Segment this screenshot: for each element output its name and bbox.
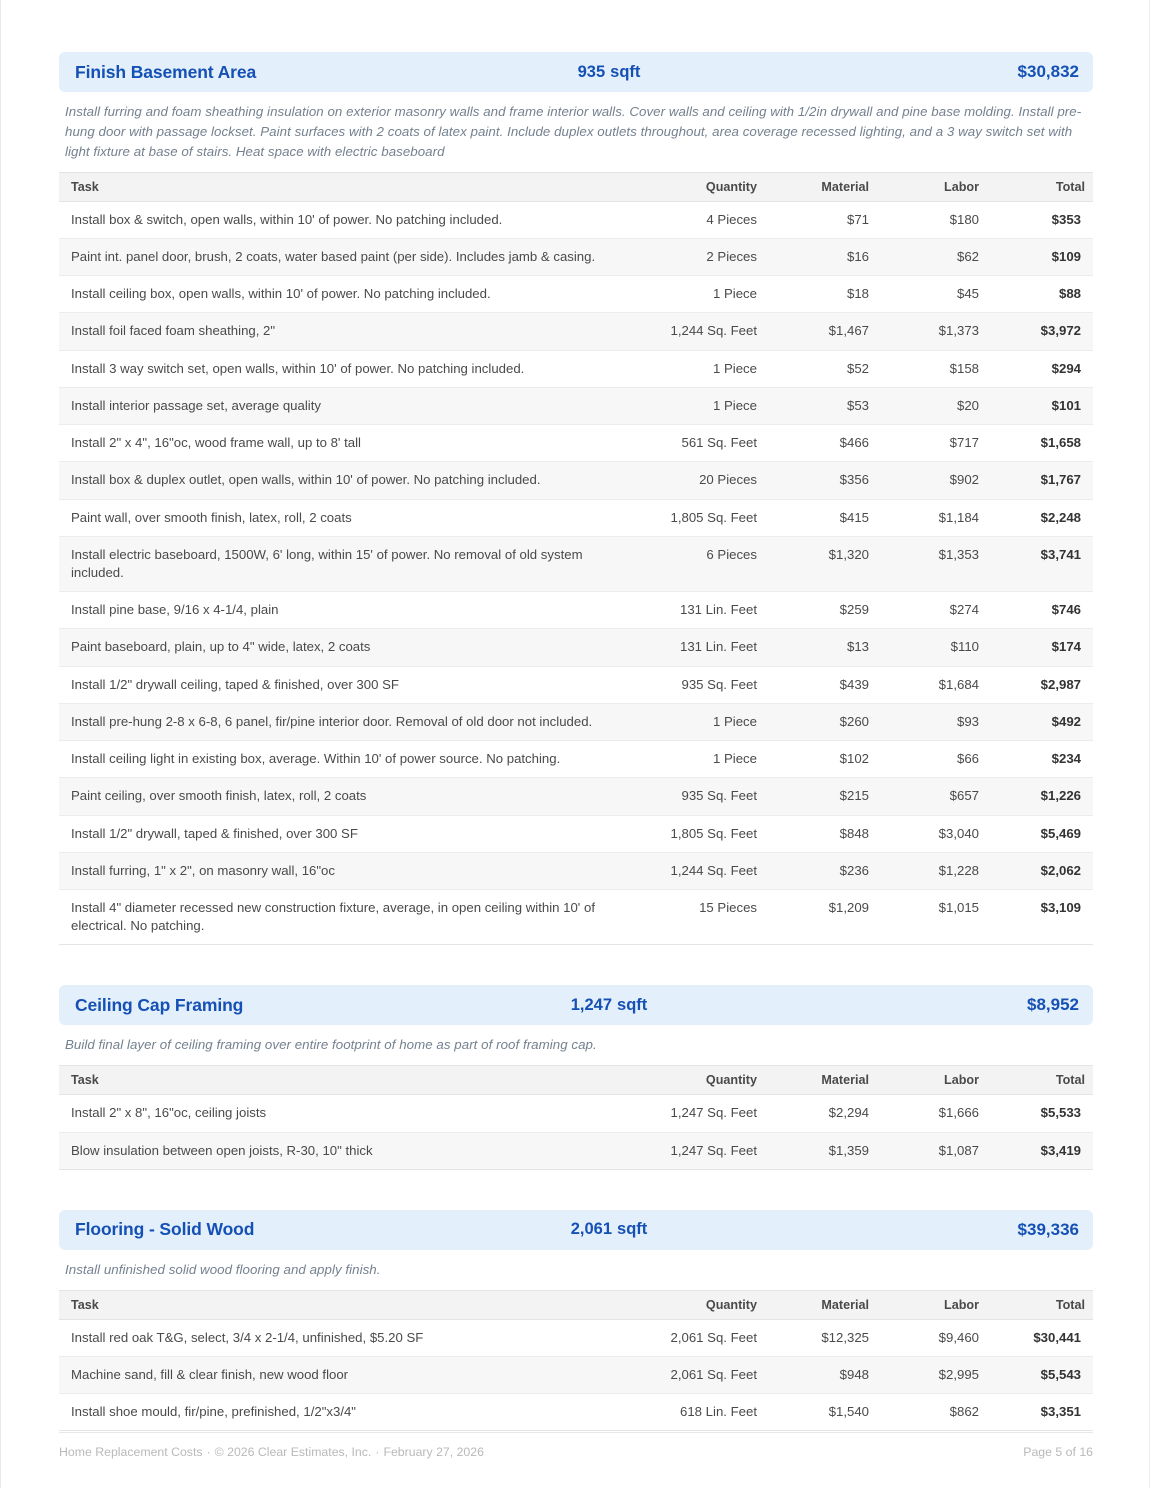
cell-quantity: 1,247 Sq. Feet [637,1132,765,1169]
page-content [59,52,1093,1463]
cell-material: $948 [765,1356,877,1393]
cell-quantity: 2 Pieces [637,239,765,276]
cell-total: $3,351 [987,1394,1093,1431]
table-row [59,536,1093,591]
cell-material: $13 [765,629,877,666]
table-row [59,778,1093,815]
cell-quantity: 131 Lin. Feet [637,629,765,666]
table-row [59,350,1093,387]
cell-labor: $110 [877,629,987,666]
column-header-material: Material [765,172,877,201]
cell-total: $746 [987,592,1093,629]
section-area-value: 935 [577,62,606,81]
cell-task: Install 3 way switch set, open walls, within 10' of power. No patching included. [59,350,637,387]
cell-total: $2,987 [987,666,1093,703]
section-title: Flooring - Solid Wood [75,1219,255,1240]
footer-date: February 27, 2026 [383,1445,484,1459]
cell-total: $2,248 [987,499,1093,536]
cell-quantity: 618 Lin. Feet [637,1394,765,1431]
estimate-section [59,52,1093,945]
cell-quantity: 1 Piece [637,387,765,424]
cell-labor: $66 [877,741,987,778]
cell-labor: $717 [877,425,987,462]
column-header-labor: Labor [877,1066,987,1095]
cell-task: Machine sand, fill & clear finish, new wood floor [59,1356,637,1393]
cell-material: $52 [765,350,877,387]
cell-labor: $1,373 [877,313,987,350]
table-row [59,629,1093,666]
table-row [59,1319,1093,1356]
estimate-section [59,1210,1093,1432]
cell-total: $3,972 [987,313,1093,350]
task-table [59,1290,1093,1432]
cell-quantity: 2,061 Sq. Feet [637,1319,765,1356]
cell-labor: $3,040 [877,815,987,852]
column-header-quantity: Quantity [637,172,765,201]
cell-quantity: 935 Sq. Feet [637,778,765,815]
column-header-task: Task [59,172,637,201]
cell-quantity: 2,061 Sq. Feet [637,1356,765,1393]
cell-labor: $657 [877,778,987,815]
table-row [59,462,1093,499]
column-header-total: Total [987,1066,1093,1095]
table-header-row [59,1290,1093,1319]
cell-task: Install 2" x 8", 16"oc, ceiling joists [59,1095,637,1132]
section-title: Ceiling Cap Framing [75,994,244,1015]
table-row [59,239,1093,276]
section-area-unit: sqft [617,995,648,1014]
cell-total: $5,469 [987,815,1093,852]
cell-labor: $2,995 [877,1356,987,1393]
cell-total: $88 [987,276,1093,313]
section-area-value: 1,247 [570,995,613,1014]
cell-labor: $274 [877,592,987,629]
cell-material: $848 [765,815,877,852]
cell-material: $53 [765,387,877,424]
section-header [59,1210,1093,1250]
cell-task: Install shoe mould, fir/pine, prefinished, 1/2"x3/4" [59,1394,637,1431]
cell-material: $259 [765,592,877,629]
cell-material: $356 [765,462,877,499]
table-row [59,815,1093,852]
estimate-section [59,985,1093,1169]
cell-labor: $93 [877,703,987,740]
cell-labor: $1,666 [877,1095,987,1132]
cell-material: $466 [765,425,877,462]
section-description: Build final layer of ceiling framing over entire footprint of home as part of roof framing cap. [65,1037,597,1053]
cell-material: $415 [765,499,877,536]
cell-quantity: 561 Sq. Feet [637,425,765,462]
column-header-task: Task [59,1066,637,1095]
cell-quantity: 1 Piece [637,350,765,387]
cell-material: $16 [765,239,877,276]
column-header-task: Task [59,1290,637,1319]
table-row [59,889,1093,944]
table-row [59,592,1093,629]
cell-total: $109 [987,239,1093,276]
table-row [59,387,1093,424]
cell-task: Install ceiling light in existing box, average. Within 10' of power source. No patching. [59,741,637,778]
section-total: $39,336 [1017,1219,1079,1239]
table-row [59,201,1093,238]
cell-labor: $9,460 [877,1319,987,1356]
cell-task: Install 4" diameter recessed new construction fixture, average, in open ceiling within 10' of electrical. No patching. [59,889,637,944]
cell-material: $102 [765,741,877,778]
cell-total: $101 [987,387,1093,424]
cell-total: $1,226 [987,778,1093,815]
cell-task: Install interior passage set, average quality [59,387,637,424]
footer-left [59,1445,484,1459]
footer-document-title: Home Replacement Costs [59,1445,203,1459]
table-row [59,313,1093,350]
table-row [59,741,1093,778]
cell-quantity: 1,805 Sq. Feet [637,499,765,536]
column-header-material: Material [765,1290,877,1319]
task-table [59,1065,1093,1169]
cell-labor: $1,228 [877,852,987,889]
table-row [59,425,1093,462]
cell-labor: $62 [877,239,987,276]
section-header [59,52,1093,92]
section-description: Install unfinished solid wood flooring and apply finish. [65,1261,381,1277]
cell-total: $30,441 [987,1319,1093,1356]
cell-labor: $1,087 [877,1132,987,1169]
cell-task: Paint int. panel door, brush, 2 coats, water based paint (per side). Includes jamb & casing. [59,239,637,276]
section-title: Finish Basement Area [75,61,257,82]
table-row [59,276,1093,313]
cell-material: $260 [765,703,877,740]
table-row [59,703,1093,740]
cell-labor: $862 [877,1394,987,1431]
table-row [59,1394,1093,1431]
cell-material: $215 [765,778,877,815]
cell-quantity: 1,805 Sq. Feet [637,815,765,852]
cell-material: $1,359 [765,1132,877,1169]
cell-quantity: 6 Pieces [637,536,765,591]
column-header-total: Total [987,1290,1093,1319]
table-row [59,1132,1093,1169]
cell-quantity: 1 Piece [637,276,765,313]
section-total: $8,952 [1027,995,1079,1015]
cell-quantity: 4 Pieces [637,201,765,238]
cell-total: $294 [987,350,1093,387]
cell-quantity: 20 Pieces [637,462,765,499]
cell-material: $1,540 [765,1394,877,1431]
table-row [59,499,1093,536]
cell-labor: $1,353 [877,536,987,591]
cell-task: Install electric baseboard, 1500W, 6' long, within 15' of power. No removal of old system included. [59,536,637,591]
cell-task: Install pre-hung 2-8 x 6-8, 6 panel, fir/pine interior door. Removal of old door not included. [59,703,637,740]
cell-total: $2,062 [987,852,1093,889]
cell-quantity: 1 Piece [637,741,765,778]
cell-total: $3,741 [987,536,1093,591]
column-header-labor: Labor [877,1290,987,1319]
cell-total: $353 [987,201,1093,238]
table-row [59,1095,1093,1132]
cell-total: $1,658 [987,425,1093,462]
table-row [59,852,1093,889]
cell-material: $1,320 [765,536,877,591]
cell-total: $234 [987,741,1093,778]
cell-material: $71 [765,201,877,238]
column-header-quantity: Quantity [637,1066,765,1095]
cell-labor: $1,684 [877,666,987,703]
section-area-unit: sqft [617,1220,648,1239]
table-row [59,666,1093,703]
cell-total: $492 [987,703,1093,740]
cell-task: Install 1/2" drywall, taped & finished, over 300 SF [59,815,637,852]
cell-total: $5,543 [987,1356,1093,1393]
cell-task: Paint ceiling, over smooth finish, latex, roll, 2 coats [59,778,637,815]
section-area-unit: sqft [610,62,641,81]
cell-total: $1,767 [987,462,1093,499]
column-header-labor: Labor [877,172,987,201]
cell-total: $3,419 [987,1132,1093,1169]
cell-quantity: 1 Piece [637,703,765,740]
section-total: $30,832 [1017,62,1079,81]
cell-quantity: 1,244 Sq. Feet [637,852,765,889]
cell-material: $12,325 [765,1319,877,1356]
cell-task: Install furring, 1" x 2", on masonry wall, 16"oc [59,852,637,889]
cell-labor: $180 [877,201,987,238]
table-header-row [59,1066,1093,1095]
cell-material: $2,294 [765,1095,877,1132]
page-footer [59,1432,1093,1459]
table-row [59,1356,1093,1393]
cell-task: Install box & duplex outlet, open walls, within 10' of power. No patching included. [59,462,637,499]
cell-labor: $902 [877,462,987,499]
column-header-material: Material [765,1066,877,1095]
section-description: Install furring and foam sheathing insulation on exterior masonry walls and frame interior walls. Cover walls and ceiling with 1/2in drywall and pine base molding. Install pre-hung door with passage lockset. Paint surfaces with 2 coats of latex paint. Include duplex outlets throughout, area coverage recessed lighting, and a 3 way switch set with light fixture at base of stairs. Heat space with electric baseboard [65,104,1082,159]
cell-labor: $158 [877,350,987,387]
cell-quantity: 935 Sq. Feet [637,666,765,703]
cell-task: Paint wall, over smooth finish, latex, roll, 2 coats [59,499,637,536]
cell-task: Install ceiling box, open walls, within 10' of power. No patching included. [59,276,637,313]
footer-separator-2: · [375,1445,380,1459]
cell-material: $1,467 [765,313,877,350]
cell-material: $439 [765,666,877,703]
cell-task: Install 1/2" drywall ceiling, taped & finished, over 300 SF [59,666,637,703]
footer-separator-1: · [206,1445,211,1459]
cell-labor: $20 [877,387,987,424]
cell-quantity: 1,247 Sq. Feet [637,1095,765,1132]
cell-material: $18 [765,276,877,313]
cell-task: Install pine base, 9/16 x 4-1/4, plain [59,592,637,629]
cell-labor: $1,015 [877,889,987,944]
column-header-quantity: Quantity [637,1290,765,1319]
cell-task: Install 2" x 4", 16"oc, wood frame wall, up to 8' tall [59,425,637,462]
cell-task: Install red oak T&G, select, 3/4 x 2-1/4, unfinished, $5.20 SF [59,1319,637,1356]
section-area-value: 2,061 [570,1220,613,1239]
cell-total: $174 [987,629,1093,666]
column-header-total: Total [987,172,1093,201]
cell-task: Install box & switch, open walls, within 10' of power. No patching included. [59,201,637,238]
cell-material: $236 [765,852,877,889]
task-table [59,172,1093,946]
cell-task: Install foil faced foam sheathing, 2" [59,313,637,350]
sections-container [59,52,1093,1431]
cell-quantity: 1,244 Sq. Feet [637,313,765,350]
cell-total: $5,533 [987,1095,1093,1132]
cell-quantity: 131 Lin. Feet [637,592,765,629]
cell-task: Paint baseboard, plain, up to 4" wide, latex, 2 coats [59,629,637,666]
table-header-row [59,172,1093,201]
footer-copyright: © 2026 Clear Estimates, Inc. [214,1445,372,1459]
footer-page-number: Page 5 of 16 [1023,1445,1093,1459]
cell-material: $1,209 [765,889,877,944]
cell-task: Blow insulation between open joists, R-30, 10" thick [59,1132,637,1169]
cell-labor: $45 [877,276,987,313]
cell-total: $3,109 [987,889,1093,944]
cell-quantity: 15 Pieces [637,889,765,944]
cell-labor: $1,184 [877,499,987,536]
section-header [59,985,1093,1025]
